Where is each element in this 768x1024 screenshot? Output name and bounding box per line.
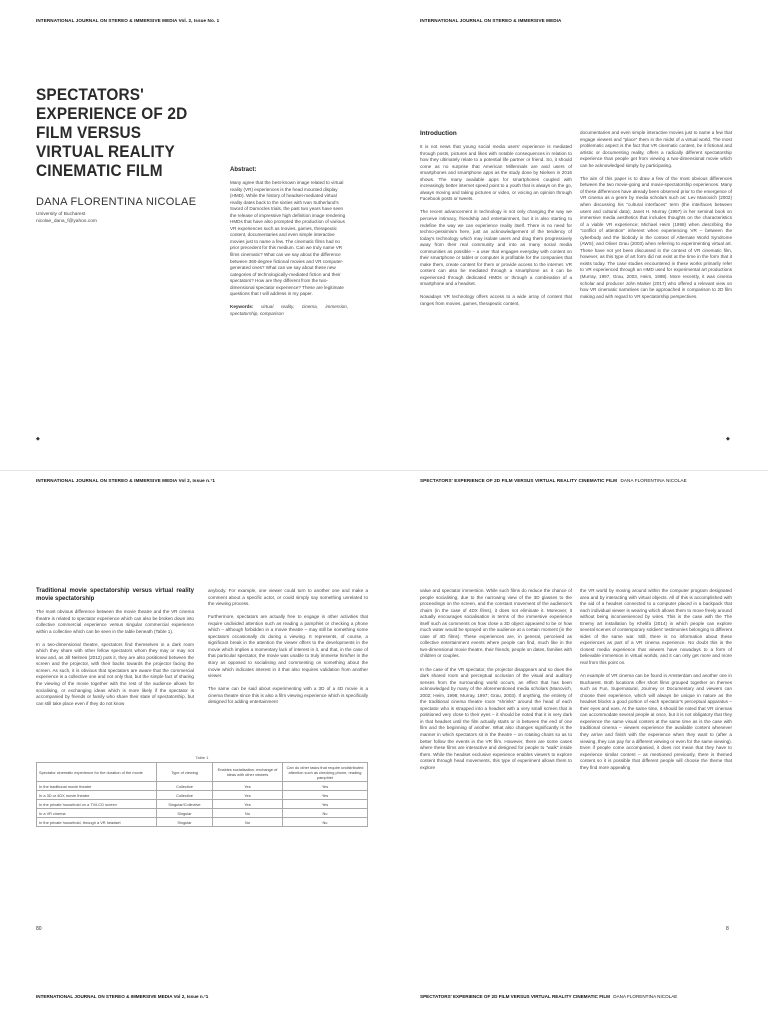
author-affiliation — [36, 212, 97, 225]
affiliation-text: University of Bucharest — [36, 212, 86, 217]
table-cell: Yes — [283, 782, 368, 791]
table-cell: Yes — [283, 791, 368, 800]
page2-column-4 — [580, 588, 732, 778]
c1-paragraph-2: In a two-dimensional theatre, spectators find themselves in a dark room which they share with other fellow spectators whom they may or may not know and, as Jill Nelmes (2012) puts it, they are also positioned between the screen and the projector, with their backs towards the projector facing the screen. As such, it is obvious that spectators are aware that the commercial experience is a collective one and not only that, but the simple fact of sharing the viewing of the movie together with the rest of the audience allows for socialising, or exchanging ideas which is more likely if the spectator is accompanied by friends or family who share their state of spectatorship, but can still take place even if they do not know — [36, 641, 194, 706]
table-row — [37, 818, 368, 827]
paper-title: SPECTATORS' EXPERIENCE OF 2D FILM VERSUS VIRTUAL REALITY CINEMATIC FILM — [36, 86, 188, 180]
table-row — [37, 791, 368, 800]
table-cell: In a VR cinema — [37, 809, 157, 818]
running-header-right: INTERNATIONAL JOURNAL ON STEREO & IMMERSIVE MEDIA — [420, 18, 562, 23]
keywords-label: Keywords: — [230, 304, 254, 310]
table-cell: No — [213, 809, 283, 818]
page-divider — [0, 470, 768, 471]
footer-right — [420, 994, 677, 999]
table-cell: Yes — [213, 791, 283, 800]
table-cell: In the private household on a TV/LCD screen — [37, 800, 157, 809]
running-header-right-2 — [420, 478, 687, 483]
page-marker-right: ◆ — [726, 436, 730, 442]
c1-paragraph-1: The most obvious difference between the movie theatre and the VR cinema theatre is related to spectator experience which can also be broken down into collective commercial experience versus singular commercial experience within a collective which can be seen in the table beneath (Table 1). — [36, 609, 194, 634]
right-column-page1 — [580, 130, 732, 307]
comparison-table — [36, 762, 368, 827]
table-header-cell: Type of viewing — [157, 763, 213, 782]
table-header-row — [37, 763, 368, 782]
table-cell: In the private household, through a VR headset — [37, 818, 157, 827]
keywords — [230, 304, 348, 317]
header-author-text: DANA FLORENTINA NICOLAE — [620, 478, 687, 483]
page2-column-1 — [36, 588, 194, 714]
author-name: DANA FLORENTINA NICOLAE — [36, 196, 197, 208]
c3-paragraph-1: value and spectator immersion. While such films do reduce the chance of people socialising, due to the narrowing view of the 3D glasses to the proceedings on the screen, and the constant movement of the audience's chairs (in the case of 4DX films), it does not eliminate it. Moreover, it actually encourages socialisation in terms of the immersive experience itself such as comments on how close a 3D object appeared to be or how much water would be sprayed on the audience at a certain moment (in the case of 4D films). These experiences are, in general, perceived as collective entertainment events where people can find, much like in the two-dimensional movie theatre, their friends, people on dates, families with children or couples. — [420, 588, 572, 659]
footer-title-text: SPECTATORS' EXPERIENCE OF 2D FILM VERSUS VIRTUAL REALITY CINEMATIC FILM — [420, 994, 610, 999]
page-number-left: 80 — [36, 926, 42, 932]
footer-left: INTERNATIONAL JOURNAL ON STEREO & IMMERSIVE MEDIA Vol 2, Issue n.°1 — [36, 994, 209, 999]
page-marker-left: ◆ — [36, 436, 40, 442]
section-heading: Traditional movie spectatorship versus virtual reality movie spectatorship — [36, 588, 194, 602]
table-row — [37, 809, 368, 818]
intro-column — [420, 130, 572, 314]
running-header-left: INTERNATIONAL JOURNAL ON STEREO & IMMERSIVE MEDIA Vol. 2, Issue No. 1 — [36, 18, 220, 23]
table-cell: No — [283, 818, 368, 827]
table-header-cell: Can do other tasks that require undistributed attention such as checking phone, reading pamphlet — [283, 763, 368, 782]
abstract-text: Many agree that the best-known image related to virtual reality (VR) experiences is the head mounted display (HMD). While the history of headset-mediated virtual reality dates back to the sixties with Ivan Sutherland's Sword of Damocles trials, the past two years have seen the release of impressive high definition image rendering HMDs that have also prompted the production of various VR experiences such as movies, games, therapeutic content, documentaries and even simple interactive movies just to name a few. The cinematic films had no prior precedent for this medium. Can we truly name VR films cinematic? What can we say about the difference between 360-degree fictional movies and VR computer-generated ones? What can we say about these new categories of technologically-mediated fiction and their spectators? How are they different from the two-dimensional spectator experience? These are legitimate questions that I will address in my paper. — [230, 180, 346, 297]
right-paragraph-1: documentaries and even simple interactive movies just to name a few that engage viewers and "place" them in the midst of a virtual world. The most problematic aspect is the fact that VR cinematic content, be it fictional and artistic or documenting reality, offers a radically different spectatorship experience than people get from viewing a two-dimensional movie which can be acknowledged simply by participating. — [580, 130, 732, 168]
page-number-right: 8 — [726, 926, 729, 932]
running-header-left-2: INTERNATIONAL JOURNAL ON STEREO & IMMERSIVE MEDIA Vol 2, Issue n.°1 — [36, 478, 216, 483]
c4-paragraph-2: An example of VR cinema can be found in Amsterdam and another one in Bucharest. Both locations offer short films grouped together on themes such as Fun, Supernatural, Journey or Documentary and viewers can choose their experience, which will always be unique in nature as the headset blocks a good portion of each spectator's perceptual apparatus – their eyes and ears. At the same time, it should be noted that VR cinemas can accommodate several people at once, but it is not obligatory that they experience the same visual content at the same time as is the case with traditional cinema – viewers experience the available content whenever they arrive and finish with the experience when they want to (after a viewing, they can pay for a different viewing or even for the same viewing). Even if people come accompanied, it does not mean that they have to experience similar content – as mentioned previously, there is themed content so it is possible that different people will choose the theme that they find more appealing — [580, 673, 732, 770]
table-cell: Collective — [157, 791, 213, 800]
page2-column-3 — [420, 588, 572, 778]
c2-paragraph-1: anybody. For example, one viewer could turn to another one and make a comment about a specific actor, or could simply say something unrelated to the viewing process. — [208, 588, 368, 607]
abstract-column — [230, 166, 348, 317]
table-cell: Singular — [157, 818, 213, 827]
header-title-text: SPECTATORS' EXPERIENCE OF 2D FILM VERSUS VIRTUAL REALITY CINEMATIC FILM — [420, 478, 618, 483]
table-cell: Singular — [157, 809, 213, 818]
intro-paragraph-1: It is not news that young social media users' experience is mediated through posts, pictures and likes with notable consequences in relation to how they ultimately relate to a potential life partner or friend. So, it should come as no surprise that American Millennials are avid users of smartphones and smartphone apps as the study done by Nielsen in 2016 shows. The many available apps for smartphones coupled with increasingly better internet speed point to a youth that is always on the go, always moving and taking pictures or video, or voicing an opinion through Facebook posts or tweets. — [420, 144, 572, 202]
intro-heading: Introduction — [420, 130, 457, 137]
table-header-cell: Spectator cinematic experience for the duration of the movie — [37, 763, 157, 782]
page2-column-2 — [208, 588, 368, 712]
c2-paragraph-3: The same can be said about experimenting with a 3D of a 4D movie in a cinema theatre since this is also a film viewing experience which is specifically designed for adding entertainment — [208, 686, 368, 705]
table-header-cell: Enables socialisation, exchange of ideas with other viewers — [213, 763, 283, 782]
table-cell: Collective — [157, 782, 213, 791]
intro-paragraph-3: Nowadays VR technology offers access to a wide array of content that ranges from movies, games, therapeutic content, — [420, 294, 572, 307]
table-cell: In a 3D or 4DX movie theatre — [37, 791, 157, 800]
table-cell: In the traditional movie theatre — [37, 782, 157, 791]
author-email: nicolae_dana_f@yahoo.com — [36, 218, 97, 224]
table-row — [37, 800, 368, 809]
c3-paragraph-2: In the case of the VR spectator, the projector disappears and so does the dark shared room and perceptual occlusion of the visual and auditory senses from the surrounding world occurs, an effect that has been acknowledged by many of the aforementioned media scholars (Manovich, 2002; Heim, 1998; Murray, 1997; Grau, 2003). If anything, the entirety of the traditional cinema theatre room "shrinks" around the head of each spectator who is strapped into a headset with a very small screen that is positioned very close to their eyes – it should be noted that it is very dark in that headset until the film actually starts or in between the end of one film and the beginning of another. What also changes significantly is the manner in which spectators sit in the theatre – on rotating chairs so as to better follow the events in the VR film. However, there are some cases where these films are interactive and designed for people to "walk" inside them. While the headset exclusive experience enables viewers to explore content through head movements, this type of experiment allows them to explore — [420, 666, 572, 770]
right-paragraph-2: The aim of this paper is to draw a few of the most obvious differences between the two movie-going and movie-spectatorship experiences. Many of these differences have already been observed prior to the emergence of VR cinema as a genre by media scholars such as: Lev Manovich (2002) when discussing his "cultural interfaces" term (the interfaces between users and cultural data); Janet H. Murray (1997) in her seminal book on immersive media aesthetics that includes thoughts on the characteristics of a viable VR experience; Michael Heim (1998) when describing the "conflict of attention" inherent when experiencing VR – between the cyberbody and the biobody in the context of Alternate World Syndrome (AWS); and Oliver Grau (2003) when referring to experimenting virtual art. These have not yet been discussed in the context of VR cinematic film, however, as this type of art form did not exist at the time in the form that it exists today. The case studies encountered in these works primarily refer to VR experienced through an HMD used for experimental art productions (Murray, 1997, Grau, 2003, Heim, 1998). More recently, it was cinema scholar and producer John Malser (2017) who offered a relevant view on how VR cinematic narratives can be approached in comparison to 2D film making and with regard to VR spectatorship perspectives. — [580, 175, 732, 299]
c2-paragraph-2: Furthermore, spectators are actually free to engage in other activities that require undivided attention such as reading a pamphlet or checking a phone which – although forbidden in a movie theatre – may still be something some spectators occasionally do during a viewing. It represents, of course, a significant break in the attention the viewer offers to the developments in the movie which implies a momentary lack of interest in it, and that, in the case of that particular spectator, the movie was unable to truly immerse him/her in the story as opposed to socialising and commenting on something about the movie which indicates interest in it that also requires validation from another viewer. — [208, 614, 368, 679]
table-cell: Yes — [213, 800, 283, 809]
table-cell: Singular/Collective — [157, 800, 213, 809]
table-cell: No — [213, 818, 283, 827]
table-row — [37, 782, 368, 791]
intro-paragraph-2: The recent advancement in technology is not only changing the way we perceive intimacy, friendship and entertainment, but it is also starting to redefine the way we can experience reality itself. There is no need for techno-pessimism here, just an acknowledgement of the tendency of today's technology which may isolate users and drag them progressively away from their real community and into as many social media communities as possible – a user that engages everyday with content on their smartphone or tablet or computer is profitable for the companies that make them, create content for them or provide access to the internet. VR content can also be mediated through a smartphone as it can be experienced through dedicated HMDs or through a combination of a smartphone and a headset. — [420, 209, 572, 287]
c4-paragraph-1: the VR world by moving around within the computer program designated area and by interacting with virtual objects. All of this is accomplished with the aid of a headset connected to a computer placed in a backpack that each individual viewer is wearing which allows them to move freely around without being inconvenienced by wires. This is the case with the The Enemy art installation by Khelifa (2014) in which people can explore several scenes of contemporary soldiers' testimonies belonging to different sides of the same war. Still, there is no information about these experiences as part of a VR cinema experience. No doubt this is the closest media experience that viewers have nowadays to a form of believable immersion in virtual worlds, and it can only get more and more real from this point on. — [580, 588, 732, 666]
keywords-text: virtual reality, cinema, immersion, spectatorship, comparison — [230, 304, 348, 316]
table-cell: Yes — [283, 800, 368, 809]
table-caption: Table 1 — [195, 755, 209, 760]
abstract-heading: Abstract: — [230, 167, 257, 173]
table-cell: Yes — [213, 782, 283, 791]
footer-author-text: DANA FLORENTINA NICOLAE — [613, 994, 678, 999]
table-cell: No — [283, 809, 368, 818]
